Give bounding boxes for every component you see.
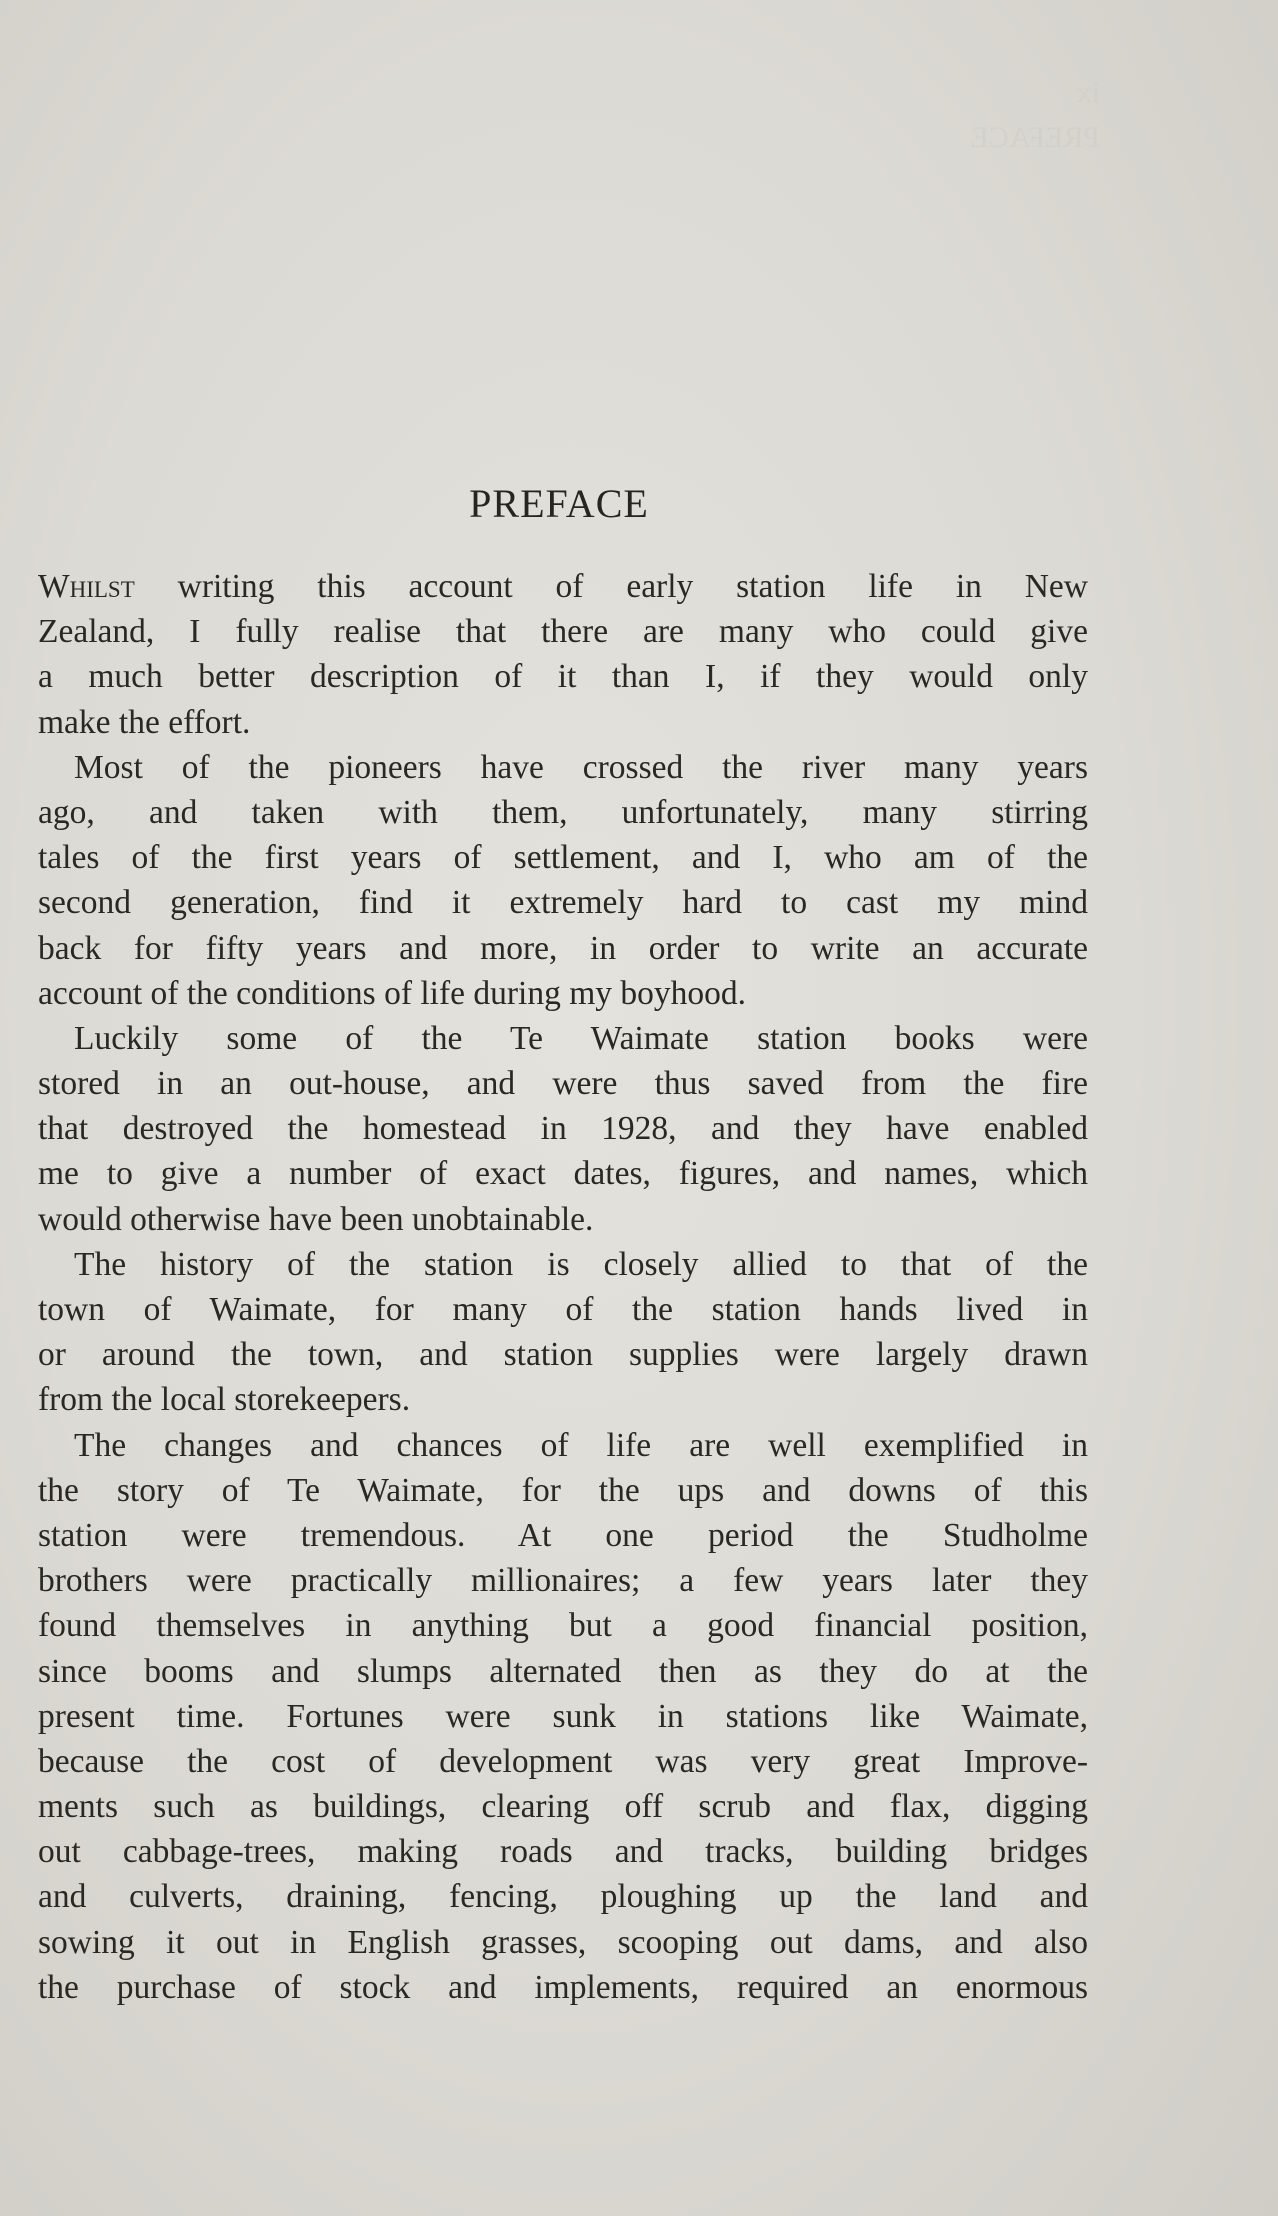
text-line: back for fifty years and more, in order to write an accurate [38, 929, 1088, 967]
text-line: out cabbage-trees, making roads and tracks, building bridges [38, 1833, 1088, 1871]
text-line: Zealand, I fully realise that there are many who could give [38, 613, 1088, 651]
text-line: sowing it out in English grasses, scooping out dams, and also [38, 1923, 1088, 1961]
show-through-page-number: ix [1076, 76, 1100, 109]
text-line: stored in an out-house, and were thus saved from the fire [38, 1065, 1088, 1103]
text-line: the purchase of stock and implements, required an enormous [38, 1968, 1088, 2006]
text-line: me to give a number of exact dates, figures, and names, which [38, 1155, 1088, 1193]
text-line: ago, and taken with them, unfortunately, many stirring [38, 793, 1088, 831]
text-line: tales of the first years of settlement, and I, who am of the [38, 839, 1088, 877]
body-text [38, 564, 1088, 2010]
text-line: the story of Te Waimate, for the ups and downs of this [38, 1471, 1088, 1509]
text-line: a much better description of it than I, if they would only [38, 658, 1088, 696]
text-line: would otherwise have been unobtainable. [38, 1200, 594, 1238]
text-line: Luckily some of the Te Waimate station books were [74, 1019, 1088, 1057]
text-line: station were tremendous. At one period the Studholme [38, 1516, 1088, 1554]
text-line: The changes and chances of life are well exemplified in [74, 1426, 1088, 1464]
text-line: because the cost of development was very great Improve- [38, 1742, 1088, 1780]
text-line: The history of the station is closely allied to that of the [74, 1245, 1088, 1283]
show-through-running-head: PREFACE [970, 121, 1100, 154]
text-line: Most of the pioneers have crossed the river many years [74, 748, 1088, 786]
page-title: PREFACE [469, 481, 649, 526]
text-line: found themselves in anything but a good financial position, [38, 1607, 1088, 1645]
text-line: brothers were practically millionaires; a few years later they [38, 1562, 1088, 1600]
text-line: account of the conditions of life during my boyhood. [38, 974, 747, 1012]
text-line: make the effort. [38, 703, 251, 741]
drop-word: Whilst [38, 568, 135, 605]
text-line: second generation, find it extremely hard to cast my mind [38, 884, 1088, 922]
text-line: town of Waimate, for many of the station hands lived in [38, 1291, 1088, 1328]
text-line: or around the town, and station supplies were largely drawn [38, 1336, 1088, 1374]
text-line: ments such as buildings, clearing off scrub and flax, digging [38, 1788, 1088, 1826]
text-line: Whilst writing this account of early station life in New [38, 568, 1088, 605]
show-through-text [200, 70, 1100, 160]
text-line: present time. Fortunes were sunk in stations like Waimate, [38, 1697, 1088, 1735]
text-line: and culverts, draining, fencing, ploughing up the land and [38, 1878, 1088, 1916]
text-line: from the local storekeepers. [38, 1381, 411, 1419]
text-line: that destroyed the homestead in 1928, and they have enabled [38, 1110, 1088, 1148]
text-line: since booms and slumps alternated then as they do at the [38, 1652, 1088, 1690]
